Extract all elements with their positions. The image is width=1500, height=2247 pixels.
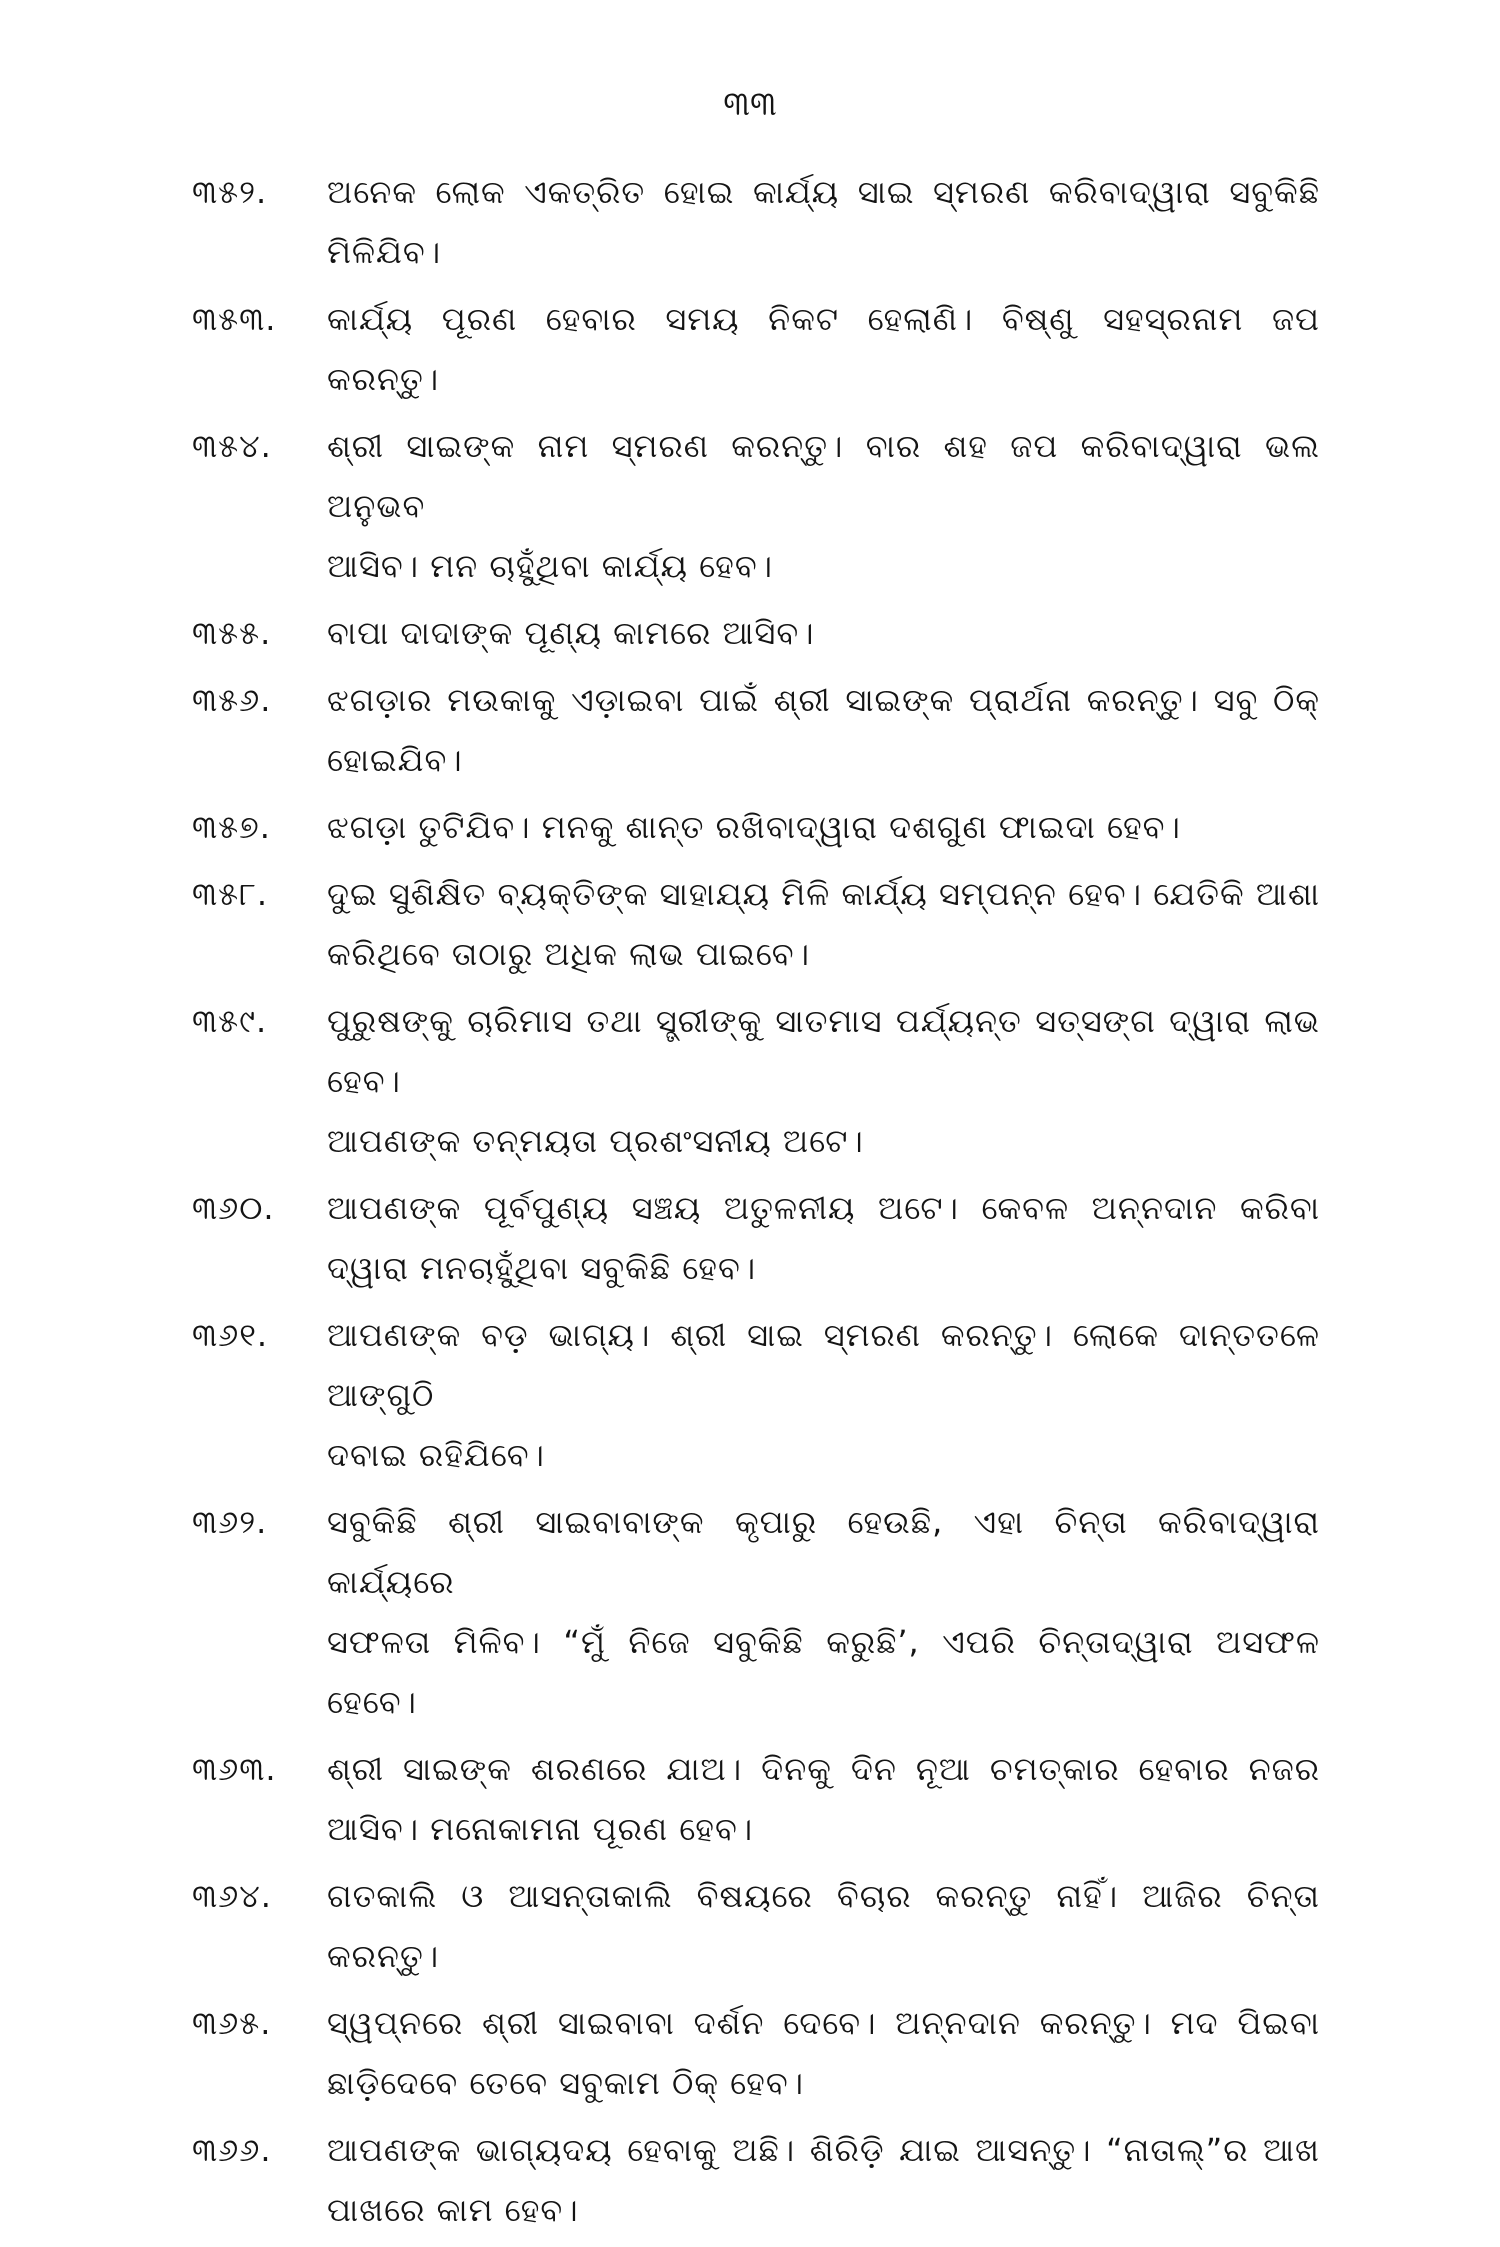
entry-number: ୩୬୬. [192,2131,272,2169]
entry-text [327,289,1320,409]
entry-text [327,1739,1320,1859]
entry-line: ସ୍ୱପ୍ନରେ ଶ୍ରୀ ସାଇବାବା ଦର୍ଶନ ଦେବେ। ଅନ୍ନଦାନ କରନ୍ତୁ। ମଦ ପିଇବା [327,2004,1320,2042]
entry-361 [192,1305,1320,1485]
entry-line: ଝଗଡ଼ା ତୁଟିଯିବ। ମନକୁ ଶାନ୍ତ ରଖିବାଦ୍ୱାରା ଦଶଗୁଣ ଫାଇଦା ହେବ। [327,808,1181,846]
entry-text [327,1993,1320,2113]
entry-line: ଆପଣଙ୍କ ପୂର୍ବପୁଣ୍ୟ ସଞ୍ଚୟ ଅତୁଳନୀୟ ଅଟେ। କେବଳ ଅନ୍ନଦାନ କରିବା [327,1189,1320,1227]
entry-list [192,162,1320,2247]
entry-text [327,1866,1320,1986]
entry-line: ଗତକାଲି ଓ ଆସନ୍ତାକାଲି ବିଷୟରେ ବିଚାର କରନ୍ତୁ ନାହିଁ। ଆଜିର ଚିନ୍ତା କରନ୍ତୁ। [327,1877,1320,1975]
entry-number: ୩୫୯. [192,1002,268,1040]
entry-line: ଦୁଇ ସୁଶିକ୍ଷିତ ବ୍ୟକ୍ତିଙ୍କ ସାହାଯ୍ୟ ମିଳି କାର୍ଯ୍ୟ ସମ୍ପନ୍ନ ହେବ। ଯେତିକି ଆଶା [327,875,1320,913]
entry-number: ୩୫୩. [192,300,277,338]
page-number: ୩୩ [723,84,777,124]
entry-357 [192,797,1320,857]
entry-number: ୩୬୪. [192,1877,272,1915]
entry-text [327,416,1320,596]
entry-line: କରନ୍ତୁ। [327,360,440,398]
entry-352 [192,162,1320,282]
entry-353 [192,289,1320,409]
entry-line: ବାପା ଦାଦାଙ୍କ ପୂଣ୍ୟ କାମରେ ଆସିବ। [327,614,815,652]
entry-text [327,864,1320,984]
entry-line: ମିଳିଯିବ। [327,233,442,271]
entry-line: ଆପଣଙ୍କ ଭାଗ୍ୟଦୟ ହେବାକୁ ଅଛି। ଶିରିଡ଼ି ଯାଇ ଆସନ୍ତୁ। “ନାତାଲ୍”ର ଆଖ [327,2131,1320,2169]
entry-text [327,162,1320,282]
entry-355 [192,603,1320,663]
entry-line: ହେବେ। [327,1683,417,1721]
entry-356 [192,670,1320,790]
entry-362 [192,1492,1320,1732]
entry-line: ହୋଇଯିବ। [327,741,463,779]
entry-line: ଦ୍ୱାରା ମନଚାହୁଁଥିବା ସବୁକିଛି ହେବ। [327,1249,757,1287]
entry-text [327,1492,1320,1732]
entry-line: କରିଥିବେ ତାଠାରୁ ଅଧିକ ଲାଭ ପାଇବେ। [327,935,810,973]
entry-line: ଛାଡ଼ିଦେବେ ତେବେ ସବୁକାମ ଠିକ୍ ହେବ। [327,2064,805,2102]
entry-363 [192,1739,1320,1859]
entry-text [327,797,1320,857]
entry-line: ଅନେକ ଲୋକ ଏକତ୍ରିତ ହୋଇ କାର୍ଯ୍ୟ ସାଇ ସ୍ମରଣ କରିବାଦ୍ୱାରା ସବୁକିଛି [327,173,1320,211]
entry-text [327,1305,1320,1485]
entry-number: ୩୬୨. [192,1503,268,1541]
entry-line: ଆସିବ। ମନୋକାମନା ପୂରଣ ହେବ। [327,1810,754,1848]
entry-line: ଆପଣଙ୍କ ତନ୍ମୟତା ପ୍ରଶଂସନୀୟ ଅଟେ। [327,1122,864,1160]
entry-359 [192,991,1320,1171]
entry-line: ଦବାଇ ରହିଯିବେ। [327,1436,545,1474]
entry-line: ସଫଳତା ମିଳିବ। “ମୁଁ ନିଜେ ସବୁକିଛି କରୁଛି’, ଏପରି ଚିନ୍ତାଦ୍ୱାରା ଅସଫଳ [327,1623,1320,1661]
entry-text [327,1178,1320,1298]
entry-line: ଝଗଡ଼ାର ମଉକାକୁ ଏଡ଼ାଇବା ପାଇଁ ଶ୍ରୀ ସାଇଙ୍କ ପ୍ରାର୍ଥନା କରନ୍ତୁ। ସବୁ ଠିକ୍ [327,681,1320,719]
entry-358 [192,864,1320,984]
entry-line: ପାଖରେ କାମ ହେବ। [327,2191,579,2229]
entry-number: ୩୫୬. [192,681,272,719]
entry-line: ସବୁକିଛି ଶ୍ରୀ ସାଇବାବାଙ୍କ କୃପାରୁ ହେଉଛି, ଏହା ଚିନ୍ତା କରିବାଦ୍ୱାରା କାର୍ଯ୍ୟରେ [327,1503,1320,1601]
entry-line: ଆପଣଙ୍କ ବଡ଼ ଭାଗ୍ୟ। ଶ୍ରୀ ସାଇ ସ୍ମରଣ କରନ୍ତୁ। ଲୋକେ ଦାନ୍ତତଳେ ଆଙ୍ଗୁଠି [327,1316,1320,1414]
entry-354 [192,416,1320,596]
entry-365 [192,1993,1320,2113]
entry-number: ୩୬୫. [192,2004,272,2042]
entry-366 [192,2120,1320,2240]
entry-number: ୩୫୪. [192,427,272,465]
entry-line: କାର୍ଯ୍ୟ ପୂରଣ ହେବାର ସମୟ ନିକଟ ହେଲାଣି। ବିଷ୍ଣୁ ସହସ୍ରନାମ ଜପ [327,300,1320,338]
entry-text [327,991,1320,1171]
entry-number: ୩୬୩. [192,1750,277,1788]
entry-text [327,2120,1320,2240]
entry-number: ୩୫୨. [192,173,268,211]
entry-number: ୩୬୦. [192,1189,275,1227]
entry-line: ଆସିବ। ମନ ଚାହୁଁଥିବା କାର୍ଯ୍ୟ ହେବ। [327,547,774,585]
entry-line: ଶ୍ରୀ ସାଇଙ୍କ ନାମ ସ୍ମରଣ କରନ୍ତୁ। ବାର ଶହ ଜପ କରିବାଦ୍ୱାରା ଭଲ ଅନୁଭବ [327,427,1320,525]
entry-line: ଶ୍ରୀ ସାଇଙ୍କ ଶରଣରେ ଯାଅ। ଦିନକୁ ଦିନ ନୂଆ ଚମତ୍କାର ହେବାର ନଜର [327,1750,1320,1788]
entry-number: ୩୫୮. [192,875,268,913]
entry-number: ୩୬୧. [192,1316,269,1354]
entry-364 [192,1866,1320,1986]
entry-text [327,603,1320,663]
entry-360 [192,1178,1320,1298]
entry-line: ପୁରୁଷଙ୍କୁ ଚାରିମାସ ତଥା ସ୍ତ୍ରୀଙ୍କୁ ସାତମାସ ପର୍ଯ୍ୟନ୍ତ ସତ୍‌ସଙ୍ଗ ଦ୍ୱାରା ଲାଭ ହେବ। [327,1002,1320,1100]
entry-number: ୩୫୭. [192,808,271,846]
entry-text [327,670,1320,790]
entry-number: ୩୫୫. [192,614,272,652]
